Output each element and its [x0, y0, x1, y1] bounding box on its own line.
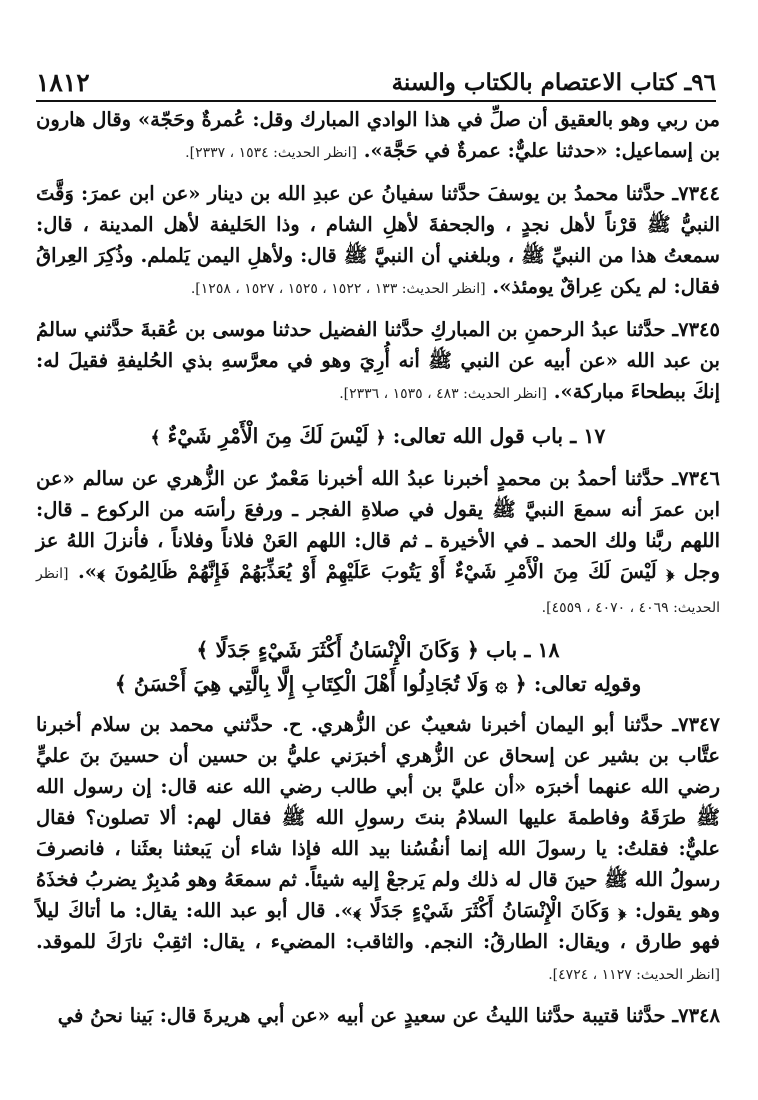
hadith-commentary: قال أبو عبد الله: يقال: ما أتاكَ ليلاً فهو طارق ، ويقال: الطارقُ: النجم. والثاقب: المضيء ، يقال: اثقِبْ نارَكَ للموقد.: [36, 899, 720, 953]
chapter-heading-17: [36, 419, 720, 455]
hadith-reference: [انظر الحديث: ١١٢٧ ، ٤٧٢٤].: [548, 967, 720, 983]
hadith-text: ـ حدَّثنا محمدُ بن يوسفَ حدَّثنا سفيانُ عن عبدِ الله بن دينار «عن ابن عمرَ: وَقَّتَ النبيُّ ﷺ قرْناً لأهل نجدٍ ، والجحفةَ لأهلِ الشام ، وذا الحَليفة لأهل المدينة ، قال: سمعتُ هذا من النبيِّ ﷺ ، وبلغني أن النبيَّ ﷺ قال: ولأهلِ اليمن يَلملم. وذُكِرَ العِراقُ فقال: لم يكن عِراقٌ يومئذ».: [36, 182, 720, 298]
hadith-7346: [36, 463, 720, 624]
hadith-7345: [36, 314, 720, 410]
quran-bracket-open: ﴿: [375, 428, 386, 448]
quran-verse: ﴿ وَكَانَ الْإِنْسَانُ أَكْثَرَ شَيْءٍ جَدَلًا ﴾: [196, 638, 479, 662]
chapter-heading-18: [36, 633, 720, 701]
hadith-text: ـ حدَّثنا أحمدُ بن محمدٍ أخبرنا عبدُ الله أخبرنا مَعْمرٌ عن الزُّهري عن سالم «عن ابن عمرَ أنه سمعَ النبيَّ ﷺ يقول في صلاةِ الفجر ـ ورفعَ رأسَه من الركوع ـ قال: اللهم ربَّنا ولك الحمد ـ في الأخيرة ـ ثم قال: اللهم العَنْ فلاناً وفلاناً ، فأنزلَ اللهُ عز وجل: [36, 467, 720, 583]
quran-verse: لَيْسَ لَكَ مِنَ الْأَمْرِ شَيْءٌ: [167, 424, 369, 448]
hadith-number: ٧٣٤٨: [678, 1004, 720, 1027]
page-number: ١٨١٢: [36, 67, 90, 97]
hadith-number: ٧٣٤٤: [678, 182, 720, 205]
hadith-text: ـ حدَّثنا أبو اليمان أخبرنا شعيبٌ عن الزُّهري. ح. حدَّثني محمد بن سلام أخبرنا عتَّاب بن بشير عن إسحاق عن الزُّهري أخبرَني عليُّ بن حسين أن حسينَ بنَ عليٍّ رضي الله عنهما أخبرَه «أن عليَّ بن أبي طالب رضي الله عنه قال: إن رسول الله ﷺ طرَقَهُ وفاطمةَ عليها السلامُ بنتَ رسولِ الله ﷺ فقال لهم: ألا تصلون؟ فقال عليٌّ: فقلتُ: يا رسولَ الله إنما أنفُسُنا بيد الله فإذا شاء أن يَبعثنا بعثَنا ، فانصرفَ رسولُ الله ﷺ حينَ قال له ذلك ولم يَرجعْ إليه شيئاً. ثم سمعَهُ وهو مُدبِرٌ يضربُ فخذَهُ وهو يقول:: [36, 713, 720, 922]
running-title: ٩٦ـ كتاب الاعتصام بالكتاب والسنة: [391, 68, 716, 96]
page-body: [36, 104, 720, 1040]
hadith-number: ٧٣٤٧: [678, 713, 720, 736]
hadith-reference: [انظر الحديث: ١٣٣ ، ١٥٢٢ ، ١٥٢٥ ، ١٥٢٧ ، ١٢٥٨].: [190, 281, 486, 297]
quran-bracket-close: ﴾: [150, 428, 161, 448]
chapter-label: ١٧ ـ باب قول الله تعالى:: [392, 424, 606, 448]
hadith-reference: [انظر الحديث: ٤٨٣ ، ١٥٣٥ ، ٢٣٣٦].: [339, 386, 547, 402]
chapter-label: ١٨ ـ باب: [486, 638, 560, 662]
hadith-reference: [انظر الحديث: ١٥٣٤ ، ٢٣٣٧].: [185, 145, 357, 161]
continued-text: [36, 104, 720, 169]
hadith-7348: [36, 1000, 720, 1031]
quran-verse-secondary: ﴿ ۞ وَلَا تُجَادِلُوا أَهْلَ الْكِتَابِ إِلَّا بِالَّتِي هِيَ أَحْسَنُ ﴾: [114, 672, 527, 696]
chapter-label-secondary: وقولِه تعالى:: [533, 672, 642, 696]
quran-verse: ﴿ وَكَانَ الْإِنْسَانُ أَكْثَرَ شَيْءٍ جَدَلًا ﴾».: [334, 899, 627, 922]
continued-text-body: من ربي وهو بالعقيق أن صلِّ في هذا الوادي المبارك وقل: عُمرةٌ وحَجّة» وقال هارون بن إسماعيل: «حدثنا عليٌّ: عمرةٌ في حَجَّة».: [36, 108, 720, 162]
hadith-text: ـ حدَّثنا قتيبة حدَّثنا الليثُ عن سعيدٍ عن أبيه «عن أبي هريرةَ قال: بَينا نحنُ في: [57, 1004, 679, 1027]
hadith-number: ٧٣٤٦: [678, 467, 720, 490]
page-header: [36, 64, 716, 102]
hadith-7344: [36, 178, 720, 305]
hadith-text: ـ حدَّثنا عبدُ الرحمنِ بن المباركِ حدَّثنا الفضيل حدثنا موسى بن عُقبةَ حدَّثني سالمُ بن عبد الله «عن أبيه عن النبي ﷺ أنه أُرِيَ وهو في معرَّسهِ بذي الحُليفةِ فقيلَ له: إنكَ ببطحاءَ مباركة».: [36, 318, 720, 403]
quran-verse: ﴿ لَيْسَ لَكَ مِنَ الْأَمْرِ شَيْءٌ أَوْ يَتُوبَ عَلَيْهِمْ أَوْ يُعَذِّبَهُمْ فَإِنَّهُمْ ظَالِمُونَ ﴾».: [78, 560, 675, 583]
hadith-7347: [36, 709, 720, 991]
hadith-reference: [انظر الحديث: ٤٠٦٩ ، ٤٠٧٠ ، ٤٥٥٩].: [36, 566, 720, 616]
hadith-number: ٧٣٤٥: [678, 318, 720, 341]
